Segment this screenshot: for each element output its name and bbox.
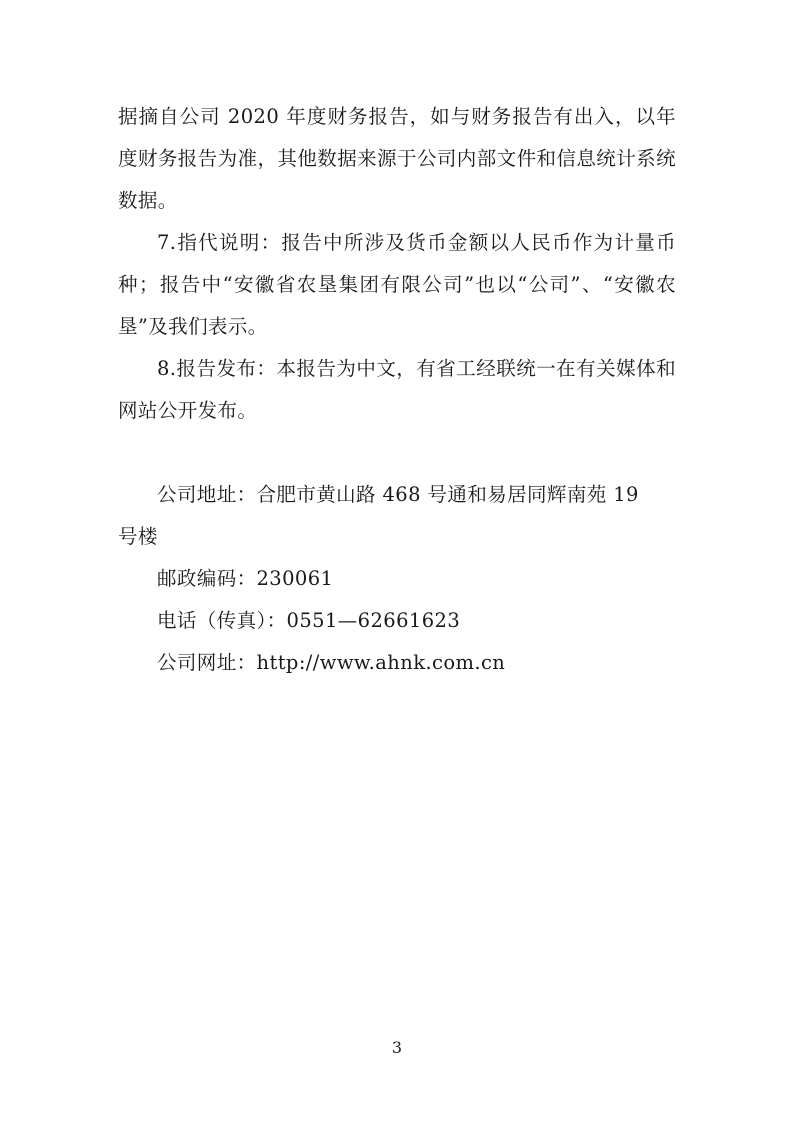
page-number: 3 [391,1038,403,1057]
paragraph-item-7-reference: 7.指代说明：报告中所涉及货币金额以人民币作为计量币种；报告中“安徽省农垦集团有限公司”也以“公司”、“安徽农垦”及我们表示。 [118,231,676,338]
paragraph-item-8-publication: 8.报告发布：本报告为中文，有省工经联统一在有关媒体和网站公开发布。 [118,357,676,422]
document-body [118,96,676,684]
contact-postal-code: 邮政编码：230061 [157,567,334,590]
contact-website: 公司网址：http://www.ahnk.com.cn [157,651,506,674]
paragraph-continued-data-source: 据摘自公司 2020 年度财务报告，如与财务报告有出入，以年度财务报告为准，其他数据来源于公司内部文件和信息统计系统数据。 [118,105,676,212]
contact-telephone: 电话（传真）：0551—62661623 [157,609,461,632]
contact-address: 公司地址：合肥市黄山路 468 号通和易居同辉南苑 19 [157,483,639,506]
contact-address-continued: 号楼 [118,525,158,548]
paragraph-spacer [118,432,676,474]
